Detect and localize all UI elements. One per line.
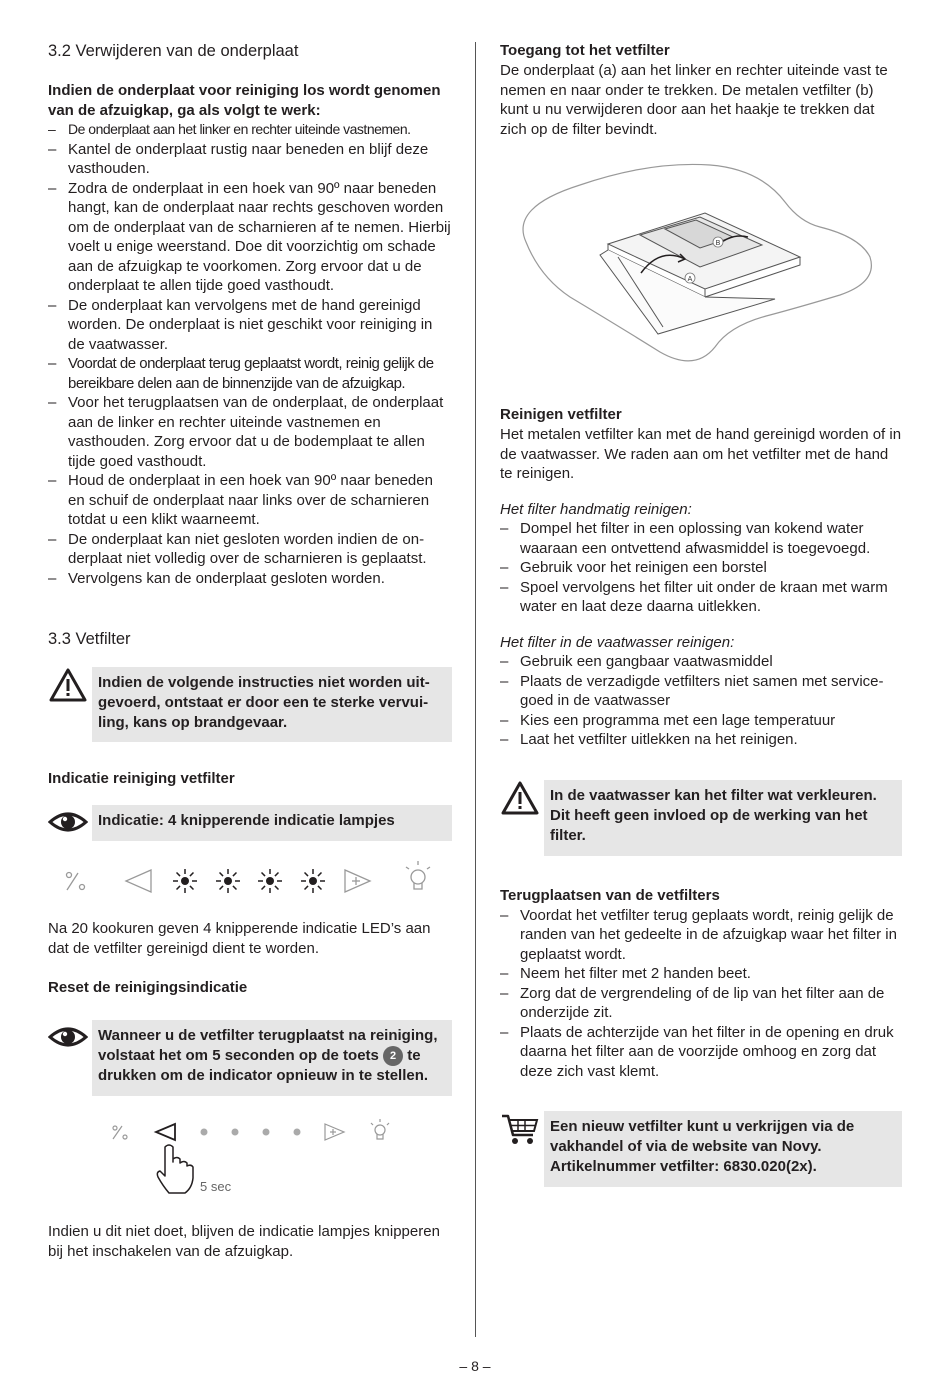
list-item: – Voordat de onderplaat terug geplaatst wordt, reinig gelijk de bereikbare delen aan de binnenzijde van de afzuigkap. <box>48 354 452 393</box>
section-heading-3-3: 3.3 Vetfilter <box>48 630 131 648</box>
list-item: – Plaats de achterzijde van het filter in de opening en druk daarna het filter aan de voorzijde omhoog en zorg dat deze zich vast klemt. <box>500 1023 902 1082</box>
list-item: – Voor het terugplaatsen van de onderplaat, de onderplaat aan de linker en rechter uiteinde vastnemen en vasthouden. Zorg ervoor dat u de bodemplaat te allen tijde goed vasthoudt. <box>48 393 452 471</box>
left-column <box>48 40 452 1261</box>
access-text: De onderplaat (a) aan het linker en rechter uiteinde vast te nemen en naar onder te trekken. De metalen vetfilter (b) kunt u nu verwijderen door aan het haakje te trekken dat zich op de filter bevindt. <box>500 62 888 138</box>
eye-icon <box>48 1022 92 1066</box>
lamp-icon <box>371 1119 389 1139</box>
idle-led-icon <box>201 1129 208 1136</box>
indication-note-text: Indicatie: 4 knipperende indicatie lampjes <box>92 805 452 841</box>
discolor-warning-text: In de vaatwasser kan het filter wat verkleuren. Dit heeft geen invloed op de werking van het filter. <box>544 780 902 856</box>
section-heading-3-2: 3.2 Verwijderen van de onderplaat <box>48 42 299 60</box>
list-item: – Gebruik voor het reinigen een borstel <box>500 558 902 578</box>
key-2-badge: 2 <box>383 1046 403 1066</box>
indication-heading: Indicatie reiniging vetfilter <box>48 770 235 787</box>
list-item: – De onderplaat kan vervolgens met de hand gereinigd worden. De onderplaat is niet geschikt voor reiniging in de vaatwasser. <box>48 296 452 355</box>
list-item: – Zodra de onderplaat in een hoek van 90º naar beneden hangt, kan de onderplaat naar rechts geschoven worden om de onderplaat van de scharnieren af te nemen. Hierbij voelt u enige weerstand. Doe dit voorzichtig om schade aan de afzuigkap te voorkomen. Zorg ervoor dat u de onderplaat te allen tijde goed vasthoudt. <box>48 179 452 296</box>
plus-icon <box>352 877 360 885</box>
label-a-marker <box>685 273 695 283</box>
list-item: – Neem het filter met 2 handen beet. <box>500 964 902 984</box>
fire-warning-note <box>48 667 452 742</box>
filter-access-illustration <box>500 147 902 397</box>
right-column <box>500 40 902 1187</box>
idle-led-icon <box>263 1129 270 1136</box>
reset-heading: Reset de reinigingsindicatie <box>48 979 248 996</box>
label-b: B <box>715 240 721 247</box>
column-divider <box>475 42 476 1337</box>
idle-led-icon <box>232 1129 239 1136</box>
list-item: – Zorg dat de vergrendeling of de lip van het filter aan de onderzijde zit. <box>500 984 902 1023</box>
cart-icon <box>500 1111 544 1155</box>
dishwasher-title: Het filter in de vaatwasser reinigen: <box>500 633 735 651</box>
blinking-led-icon <box>258 869 282 893</box>
warning-icon <box>48 667 92 711</box>
cleaning-text: Het metalen vetfilter kan met de hand gereinigd worden of in de vaatwasser. We raden aan om het vetfilter met de hand te reinigen. <box>500 426 902 482</box>
led-panel-blinking <box>48 853 452 907</box>
reset-text: Indien u dit niet doet, blijven de indicatie lampjes knipperen bij het inschakelen van de afzuigkap. <box>48 1223 440 1260</box>
reset-note <box>48 1020 452 1096</box>
replace-heading: Terugplaatsen van de vetfilters <box>500 886 720 904</box>
reset-note-text <box>92 1020 452 1096</box>
replace-steps-list <box>500 906 902 1082</box>
purchase-note-text: Een nieuw vetfilter kunt u verkrijgen via de vakhandel of via de website van Novy. Artikelnummer vetfilter: 6830.020(2x). <box>544 1111 902 1187</box>
removal-steps-list <box>48 120 452 588</box>
access-heading: Toegang tot het vetfilter <box>500 42 670 59</box>
percent-icon <box>113 1126 127 1139</box>
led-panel-reset <box>48 1116 452 1206</box>
reset-note-part-a: Wanneer u de vetfilter terugplaatst na reiniging, volstaat het om 5 seconden op de toets <box>98 1027 438 1064</box>
hand-cleaning-title: Het filter handmatig reinigen: <box>500 500 692 518</box>
list-item: – Kantel de onderplaat rustig naar beneden en blijf deze vasthouden. <box>48 140 452 179</box>
blinking-led-group <box>173 869 325 893</box>
dishwasher-list <box>500 652 902 750</box>
list-item: – Houd de onderplaat in een hoek van 90º naar beneden en schuif de onderplaat naar links over de scharnieren totdat u een klikt waarneemt. <box>48 471 452 530</box>
left-arrow-icon <box>156 1124 175 1140</box>
page-number: – 8 – <box>459 1358 491 1374</box>
list-item: – Spoel vervolgens het filter uit onder de kraan met warm water en laat deze daarna uitlekken. <box>500 578 902 617</box>
list-item: – Plaats de verzadigde vetfilters niet samen met servicegoed in de vaatwasser <box>500 672 902 711</box>
blinking-led-icon <box>301 869 325 893</box>
lamp-icon <box>406 861 430 889</box>
list-item: – De onderplaat kan niet gesloten worden indien de onderplaat niet volledig over de scharnieren is geplaatst. <box>48 530 452 569</box>
hand-cleaning-list <box>500 519 902 617</box>
list-item: – Vervolgens kan de onderplaat gesloten worden. <box>48 569 452 589</box>
plus-icon <box>330 1129 336 1135</box>
list-item: – Dompel het filter in een oplossing van kokend water waaraan een ontvettend afwasmiddel is toegevoegd. <box>500 519 902 558</box>
list-item: – Laat het vetfilter uitlekken na het reinigen. <box>500 730 902 750</box>
left-arrow-icon <box>126 870 151 892</box>
indication-note <box>48 805 452 841</box>
fire-warning-text: Indien de volgende instructies niet worden uitgevoerd, ontstaat er door een te sterke vervuiling, kans op brandgevaar. <box>92 667 452 742</box>
purchase-note <box>500 1111 902 1187</box>
list-item: – Voordat het vetfilter terug geplaats wordt, reinig gelijk de randen van het gedeelte in de afzuigkap waar het filter in geplaatst wordt. <box>500 906 902 965</box>
percent-icon <box>67 873 85 891</box>
reset-duration-label: 5 sec <box>200 1179 232 1194</box>
hand-pointer-icon <box>157 1145 193 1193</box>
blinking-led-icon <box>216 869 240 893</box>
eye-icon <box>48 807 92 851</box>
indication-text: Na 20 kookuren geven 4 knipperende indicatie LED’s aan dat de vetfilter gereinigd dient te worden. <box>48 920 431 957</box>
list-item: – De onderplaat aan het linker en rechter uiteinde vastnemen. <box>48 120 452 140</box>
discolor-warning-note <box>500 780 902 856</box>
cleaning-heading: Reinigen vetfilter <box>500 406 622 423</box>
idle-led-group <box>201 1129 301 1136</box>
blinking-led-icon <box>173 869 197 893</box>
label-b-marker <box>713 237 723 247</box>
label-a: A <box>687 276 693 283</box>
idle-led-icon <box>294 1129 301 1136</box>
list-item: – Kies een programma met een lage temperatuur <box>500 711 902 731</box>
warning-icon <box>500 780 544 824</box>
removal-intro: Indien de onderplaat voor reiniging los wordt genomen van de afzuigkap, ga als volgt te werk: <box>48 82 441 119</box>
reset-note-part-b: te drukken om de indicator opnieuw in te stellen. <box>98 1047 429 1085</box>
list-item: – Gebruik een gangbaar vaatwasmiddel <box>500 652 902 672</box>
